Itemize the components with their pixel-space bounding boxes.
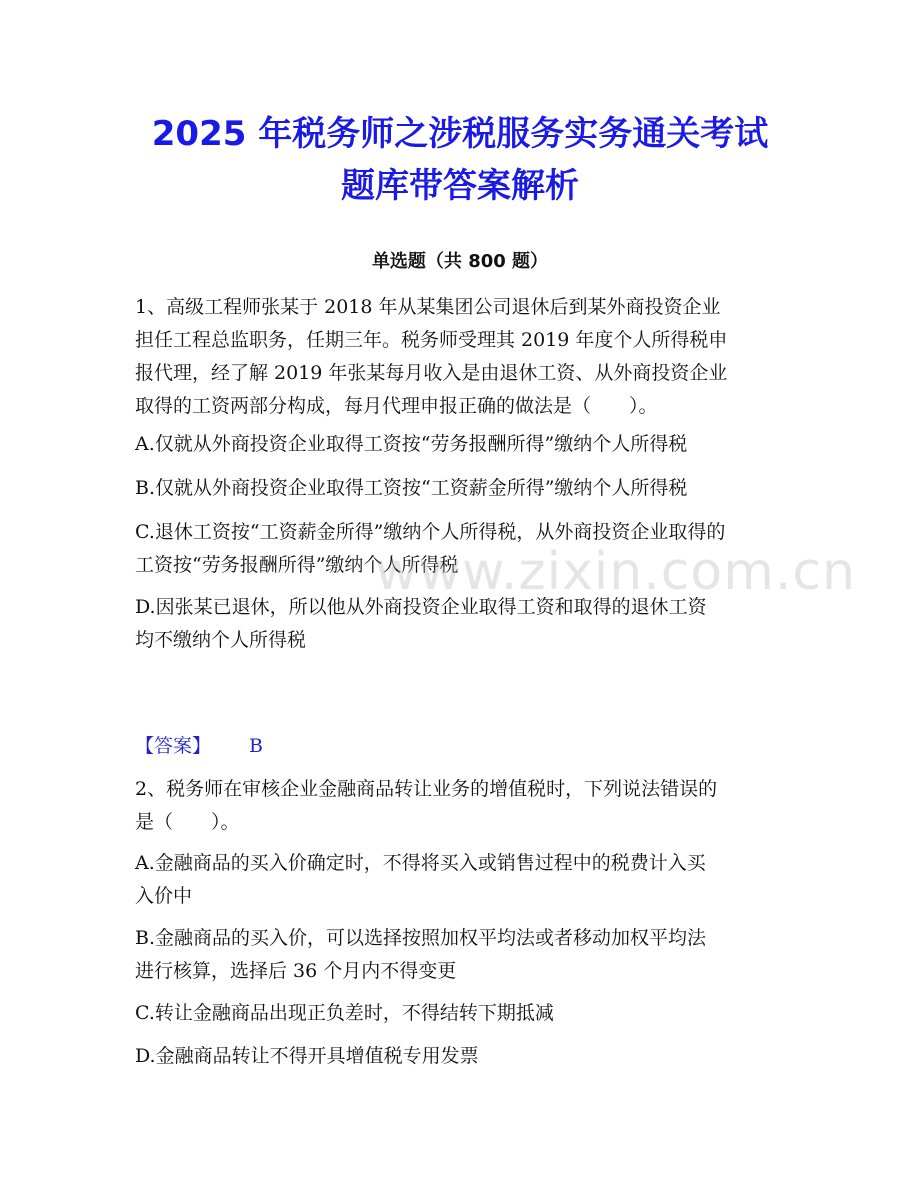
q1-option-d-line: 均不缴纳个人所得税	[135, 629, 307, 651]
q2-option-b	[135, 922, 795, 988]
answer-value: B	[249, 735, 263, 757]
q1-stem-line: 报代理，经了解 2019 年张某每月收入是由退休工资、从外商投资企业	[135, 362, 728, 384]
q2-option-d	[135, 1040, 795, 1073]
q2-stem	[135, 773, 795, 839]
q2-option-c	[135, 997, 795, 1030]
q1-answer	[135, 730, 263, 763]
q2-option-a-line: 入价中	[135, 885, 193, 907]
document-title-line-2: 题库带答案解析	[341, 166, 579, 206]
q1-option-c-line: 工资按“劳务报酬所得”缴纳个人所得税	[135, 554, 459, 576]
q2-option-d-line: D.金融商品转让不得开具增值税专用发票	[135, 1045, 479, 1067]
q2-option-c-line: C.转让金融商品出现正负差时，不得结转下期抵减	[135, 1002, 554, 1024]
watermark: www.zixin.com.cn	[375, 542, 856, 602]
q2-stem-line: 是（ ）。	[135, 811, 240, 833]
q1-option-b	[135, 472, 795, 505]
answer-label: 【答案】	[135, 735, 212, 757]
q2-stem-line: 2、税务师在审核企业金融商品转让业务的增值税时，下列说法错误的	[135, 778, 718, 800]
q2-option-a	[135, 847, 795, 913]
q1-stem-line: 1、高级工程师张某于 2018 年从某集团公司退休后到某外商投资企业	[135, 296, 721, 318]
q1-stem-line: 担任工程总监职务，任期三年。税务师受理其 2019 年度个人所得税申	[135, 329, 728, 351]
q2-option-b-line: 进行核算，选择后 36 个月内不得变更	[135, 960, 457, 982]
q2-option-b-line: B.金融商品的买入价，可以选择按照加权平均法或者移动加权平均法	[135, 927, 707, 949]
q1-option-d-line: D.因张某已退休，所以他从外商投资企业取得工资和取得的退休工资	[135, 596, 707, 618]
q1-option-a	[135, 428, 795, 461]
q2-option-a-line: A.金融商品的买入价确定时，不得将买入或销售过程中的税费计入买	[135, 852, 706, 874]
q1-option-c-line: C.退休工资按“工资薪金所得”缴纳个人所得税，从外商投资企业取得的	[135, 521, 726, 543]
document-title-line-1: 2025 年税务师之涉税服务实务通关考试	[151, 114, 769, 154]
section-heading: 单选题（共 800 题）	[371, 251, 549, 272]
q1-option-b-line: B.仅就从外商投资企业取得工资按“工资薪金所得”缴纳个人所得税	[135, 477, 688, 499]
q1-stem	[135, 291, 795, 423]
q1-stem-line: 取得的工资两部分构成，每月代理申报正确的做法是（ ）。	[135, 395, 658, 417]
q1-option-a-line: A.仅就从外商投资企业取得工资按“劳务报酬所得”缴纳个人所得税	[135, 433, 688, 455]
